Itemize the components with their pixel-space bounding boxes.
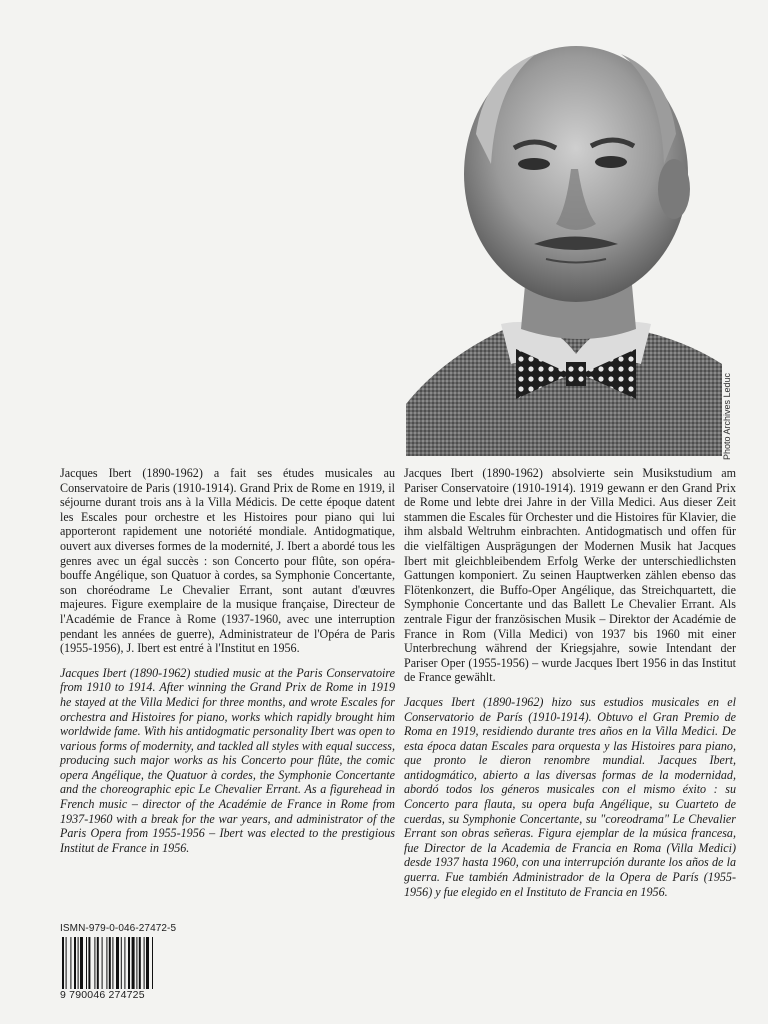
- barcode-bars: [60, 937, 176, 993]
- german-text: Jacques Ibert (1890-1962) absolvierte sein Musikstudium am Pariser Conservatoire (1910-1914). 1919 gewann er den Grand Prix de Rome und lebte drei Jahre in der Villa Medici. Aus dieser Zeit stammen die Escales für Orchester und die Histoires für Klavier, die ihm alsbald Weltruhm einbrachten. Antidogmatisch und offen für die vielfältigen Ausprägungen der Modernen Musik hat Jacques Ibert mit gleichbleibendem Erfolg Werke der unterschiedlichsten Gattungen komponiert. Zu seinen Hauptwerken zählen ebenso das Flötenkonzert, die Buffo-Oper Angélique, das Streichquartett, die Symphonie Concertante und das Ballett Le Chevalier Errant. Als zentrale Figur der französischen Musik – Direktor der Académie de France in Rom (Villa Medici) von 1937 bis 1960 mit einer Unterbrechung während der Kriegsjahre, sowie Intendant der Pariser Oper (1955-1956) – wurde Jacques Ibert 1956 in das Institut de France gewählt.: [404, 466, 736, 685]
- spanish-text: Jacques Ibert (1890-1962) hizo sus estudios musicales en el Conservatorio de París (1910-1914). Obtuvo el Gran Premio de Roma en 1919, residiendo durante tres años en la Villa Medici. De esta época datan Escales para orquesta y las Histoires para piano, que pronto le dieron renombre mundial. Jacques Ibert, antidogmático, abierto a las diversas formas de la modernidad, abordó todos los géneros musicales con el mismo éxito : su Concerto para flauta, su opera bufa Angélique, su Cuarteto de cuerdas, su Symphonie Concertante, su "coreodrama" Le Chevalier Errant son obras señeras. Figura ejemplar de la música francesa, fue Director de la Academia de Francia en Roma (Villa Medici) desde 1937 hasta 1960, con una interrupción durante los años de la guerra. Fue también Administrador de la Opera de París (1955-1956) y fue elegido en el Instituto de Francia en 1956.: [404, 694, 736, 899]
- photo-credit: Photo Archives Leduc: [722, 372, 732, 460]
- english-text: Jacques Ibert (1890-1962) studied music at the Paris Conservatoire from 1910 to 1914. After winning the Grand Prix de Rome in 1919 he stayed at the Villa Medici for three months, and wrote Escales for orchestra and Histoires for piano, works which rapidly brought him worldwide fame. With his antidogmatic personality Ibert was open to various forms of modernity, and tackled all styles with equal success, producing such major works as his Concerto pour flûte, the comic opera Angélique, the Quatuor à cordes, the Symphonie Concertante and the choreographic epic Le Chevalier Errant. As a figurehead in French music – director of the Académie de France in Rome from 1937-1960 with a break for the war years, and administrator of the Paris Opera from 1955-1956 – Ibert was elected to the prestigious Institut de France in 1956.: [60, 665, 395, 855]
- left-column: [60, 466, 395, 865]
- ismn-number: ISMN-979-0-046-27472-5: [60, 923, 177, 934]
- right-column: [404, 466, 736, 909]
- portrait-photo: [406, 24, 722, 456]
- french-text: Jacques Ibert (1890-1962) a fait ses études musicales au Conservatoire de Paris (1910-1914). Grand Prix de Rome en 1919, il séjourne durant trois ans à la Villa Médicis. De cette époque datent les Escales pour orchestre et les Histoires pour piano qui lui apporteront rapidement une notoriété mondiale. Antidogmatique, ouvert aux diverses formes de la modernité, J. Ibert a abordé tous les genres avec un égal succès : son Concerto pour flûte, son opéra-bouffe Angélique, son Quatuor à cordes, sa Symphonie Concertante, son choréodrame Le Chevalier Errant, sont autant d'œuvres majeures. Figure exemplaire de la musique française, Directeur de l'Académie de France à Rome (1937-1960, avec une interruption pendant les années de guerre), Administrateur de l'Opéra de Paris (1955-1956), J. Ibert est entré à l'Institut en 1956.: [60, 466, 395, 656]
- portrait-image: [406, 24, 722, 456]
- barcode-number: 9 790046 274725: [60, 989, 176, 1001]
